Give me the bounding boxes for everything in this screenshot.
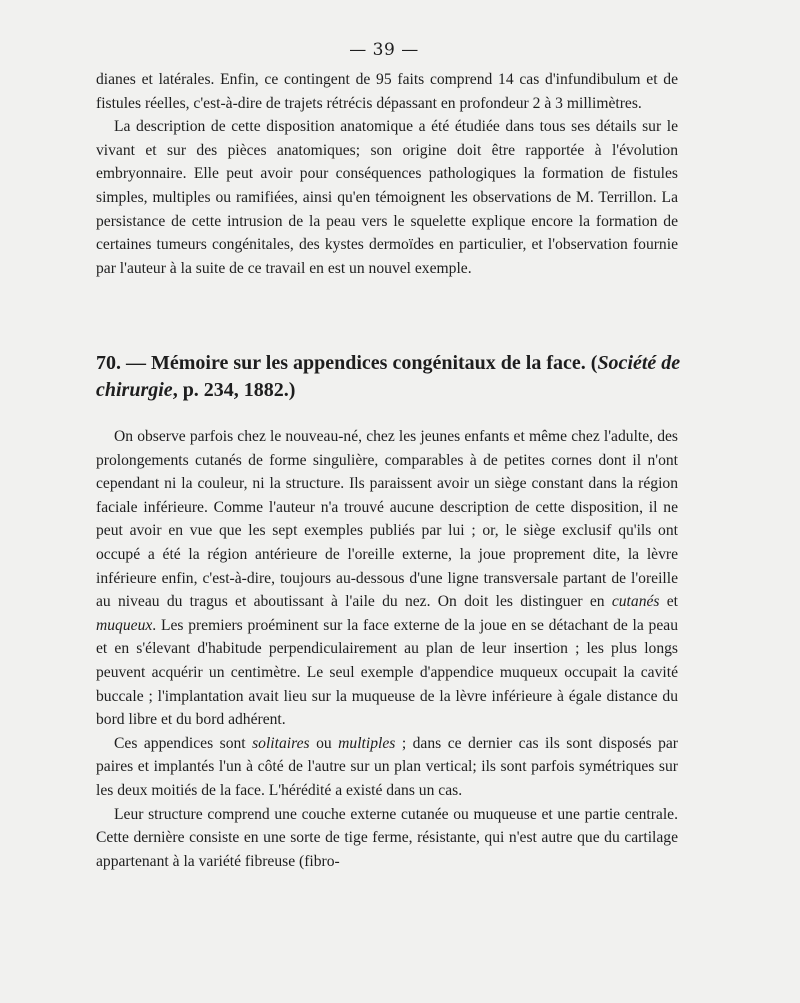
conjunction-et: et [659, 593, 679, 611]
term-cutanes: cutanés [611, 593, 660, 611]
paragraph-number-text-b: ; dans ce dernier cas ils sont disposés par paires et implantés l'un à côté de l'autre sur un plan vertical; ils sont parfois symétriques sur les deux moitiés de la face. L'hérédité a existé dans un cas. [96, 734, 678, 799]
section-title: Mémoire sur les appendices congénitaux de la face. ( [151, 352, 598, 374]
section-body [96, 425, 678, 873]
paragraph-number-text-a: Ces appendices sont [114, 734, 253, 752]
term-solitaires: solitaires [252, 734, 310, 752]
paragraph-observation-text-a: On observe parfois chez le nouveau-né, chez les jeunes enfants et même chez l'adulte, des prolongements cutanés de forme singulière, comparables à de petites cornes dont il n'ont cependant ni la couleur, ni la structure. Ils paraissent avoir un siège constant dans la région faciale inférieure. Comme l'auteur n'a trouvé aucune description de cette disposition, il ne peut avoir en vue que les sept exemples publiés par lui ; or, le siège exclusif qu'ils ont occupé a été la région antérieure de l'oreille externe, la joue proprement dite, la lèvre inférieure enfin, c'est-à-dire, toujours au-dessous d'une ligne transversale partant de l'oreille au niveau du tragus et aboutissant à l'aile du nez. On doit les distinguer en [96, 428, 678, 611]
section-source-italic: Société de chirurgie [96, 352, 681, 401]
paragraph-structure: Leur structure comprend une couche externe cutanée ou muqueuse et une partie centrale. Cette dernière consiste en une sorte de tige ferme, résistante, qui n'est autre que du cartilage appartenant à la variété fibreuse (fibro- [96, 805, 678, 870]
conjunction-ou: ou [309, 734, 339, 752]
paragraph-description: La description de cette disposition anatomique a été étudiée dans tous ses détails sur le vivant et sur des pièces anatomiques; son origine doit être rapportée à l'évolution embryonnaire. Elle peut avoir pour conséquences pathologiques la formation de fistules simples, multiples ou ramifiées, ainsi qu'en témoignent les observations de M. Terrillon. La persistance de cette intrusion de la peau vers le squelette explique encore la formation de certaines tumeurs congénitales, des kystes dermoïdes en particulier, et l'observation fournie par l'auteur à la suite de ce travail en est un nouvel exemple. [96, 118, 678, 277]
paragraph-observation [96, 425, 678, 732]
section-heading [96, 350, 682, 404]
page-number: — 39 — [349, 40, 419, 60]
term-multiples: multiples [338, 734, 396, 752]
section-source-rest: , p. 234, 1882.) [172, 379, 296, 401]
section-number: 70. — [96, 352, 146, 374]
paragraph-observation-text-b: . Les premiers proéminent sur la face externe de la joue en se détachant de la peau et en s'élevant d'habitude perpendiculairement au plan de leur insertion ; les plus longs peuvent acquérir un centimètre. Le seul exemple d'appendice muqueux occupait la cavité buccale ; l'implantation avait lieu sur la muqueuse de la lèvre inférieure à égale distance du bord libre et du bord adhérent. [96, 616, 678, 729]
top-text-block [96, 68, 678, 280]
term-muqueux: muqueux [96, 616, 153, 634]
paragraph-number [96, 732, 678, 803]
paragraph-continuation: dianes et latérales. Enfin, ce contingent de 95 faits comprend 14 cas d'infundibulum et de fistules réelles, c'est-à-dire de trajets rétrécis dépassant en profondeur 2 à 3 millimètres. [96, 71, 678, 112]
